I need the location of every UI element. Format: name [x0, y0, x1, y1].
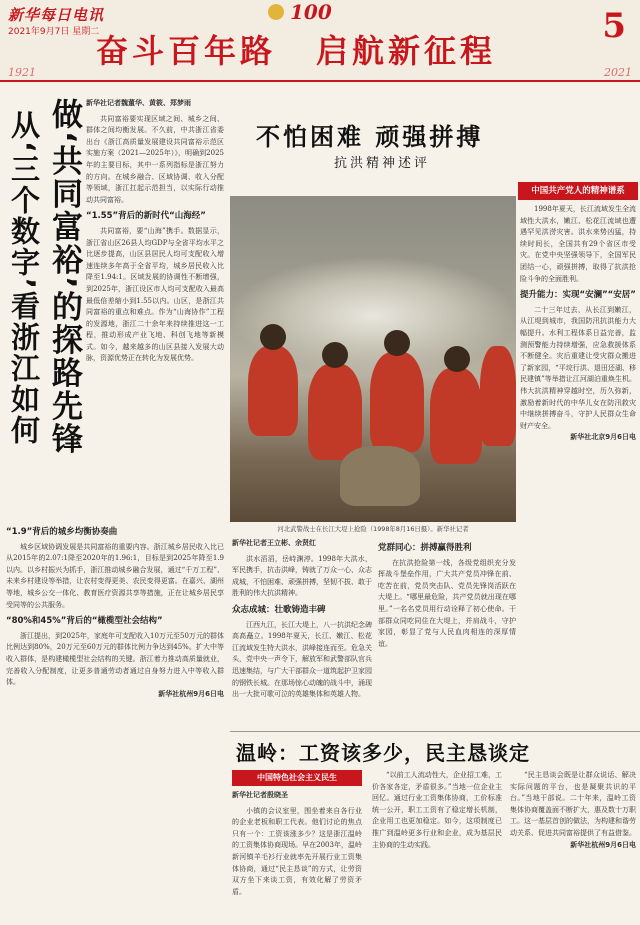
feature-sec2-heading: 党群同心：拼搏赢得胜利: [378, 543, 472, 553]
bottom-signoff: 新华社杭州9月6日电: [570, 840, 636, 849]
feature-intro: 洪水滔滔，岳峙渊渟。1998年大洪水，军民携手，抗击洪峰，铸就了万众一心、众志成城，不怕困难、顽强拼搏，坚韧不拔、敢于胜利的伟大抗洪精神。: [232, 554, 372, 598]
bottom-body-1: 小镇的会议室里，围坐着来自各行业的企业老板和职工代表。他们讨论的焦点只有一个：工资该涨多少？这是浙江温岭的工资集体协商现场。早在2003年，温岭新河镇羊毛衫行业就率先开展行业工资集体协商，通过“民主恳谈”的方式，让劳资双方坐下来谈工资，有效化解了劳资矛盾。: [232, 806, 362, 896]
feature-col-b: [378, 538, 516, 726]
left-lead: 共同富裕要实现区域之间、城乡之间、群体之间均衡发展。不久前，中共浙江省委出台《浙江高质量发展建设共同富裕示范区实施方案（2021—2025年）》，明确到2025年的主要目标，其中一系列指标是浙江努力的方向。在城乡融合、区域协调、收入分配等领域，浙江扛起示范担当，以实际行动推动共同富裕。: [86, 114, 224, 204]
feature-col-a: [232, 538, 372, 726]
photo-soldier: [480, 346, 516, 446]
left-byline: 新华社记者魏董华、黄筱、郑梦雨: [86, 99, 191, 107]
left-sec2-heading: “1.9”背后的城乡均衡协奏曲: [6, 527, 118, 537]
paper-date: 2021年9月7日 星期二: [8, 27, 100, 37]
feature-signoff: 新华社北京9月6日电: [570, 433, 636, 442]
page-banner: [96, 26, 496, 72]
feature-title: 不怕困难 顽强拼搏: [256, 123, 484, 151]
masthead: [0, 0, 640, 82]
flood-photo: [230, 196, 516, 522]
photo-soldier-head: [260, 324, 286, 350]
left-feature-col-1: [86, 98, 224, 518]
left-sec3-body: 浙江提出，到2025年，家庭年可支配收入10万元至50万元的群体比例达到80%，20万元至60万元的群体比例力争达到45%。扩大中等收入群体，是构建橄榄型社会结构的关键。浙江着力推动高质量就业，完善收入分配制度，让更多普通劳动者通过自身努力进入中等收入群体。: [6, 631, 224, 687]
bottom-rule: [230, 731, 640, 732]
bottom-col-3: [510, 770, 636, 920]
feature-byline: 新华社记者王立彬、余贤红: [232, 539, 316, 547]
photo-soldier-head: [444, 346, 470, 372]
party-emblem-icon: [268, 4, 284, 20]
feature-right-intro: 1998年夏天，长江流域发生全流域性大洪水，嫩江、松花江流域也遭遇罕见洪涝灾害。洪水来势凶猛，持续时间长，全国共有29个省区市受灾。在党中央坚强领导下，全国军民团结一心，顽强拼搏，取得了抗洪抢险斗争的全面胜利。: [520, 205, 636, 283]
feature-subtitle: 抗洪精神述评: [334, 156, 431, 171]
bottom-tag: 中国特色社会主义民生: [232, 770, 362, 786]
left-sec1-body: 共同富裕，要“山海”携手。数据显示，浙江省山区26县人均GDP与全省平均水平之比逐步提高，山区县居民人均可支配收入增速连续多年高于全省平均，城乡居民收入比降至1.94:1。区域发展的协调性不断增强，到2025年，浙江设区市人均可支配收入最高最低倍差缩小到1.55以内。山区，是浙江共同富裕的重点和难点。作为“山海协作”工程的发源地，浙江二十余年来持续推进这一工程，推动形成产业飞地、科创飞地等新模式。如今，越来越多的山区县接入发展大动脉，资源优势正在转化为发展优势。: [86, 226, 224, 363]
bottom-col-2: [372, 770, 502, 920]
photo-caption: 河北武警战士在长江大堤上抢险（1998年8月16日摄）。新华社记者: [277, 525, 469, 533]
left-sec3-heading: “80%和45%”背后的“橄榄型社会结构”: [6, 616, 163, 627]
feature-sec2-body: 在抗洪抢险第一线，各级党组织充分发挥战斗堡垒作用，广大共产党员冲锋在前、吃苦在前，党员突击队、党员先锋岗活跃在大堤上。“哪里最危险，共产党员就出现在哪里。”一名名党员用行动诠释了初心使命。干部群众同吃同住在大堤上，并肩战斗，守护家园，彰显了党与人民血肉相连的深厚情谊。: [378, 558, 516, 648]
photo-sandbag: [340, 446, 420, 506]
photo-soldier: [430, 368, 482, 464]
banner-right: 启航新征程: [316, 32, 497, 70]
title-col-2: 做‘共同富裕’的探路先锋: [46, 98, 82, 456]
feature-right-col: [520, 204, 636, 724]
column-tag: 中国共产党人的精神谱系: [518, 182, 638, 200]
paper-name: 新华每日电讯: [8, 6, 105, 24]
feature-right-heading: 提升能力：实现“安澜”“安居”: [520, 290, 636, 301]
feature-sec1-heading: 众志成城：壮歌铸造丰碑: [232, 604, 326, 615]
left-feature-title: [4, 98, 80, 528]
bottom-title: 温岭：工资该多少，民主恳谈定: [236, 741, 530, 765]
left-sec1-heading: “1.55”背后的新时代“山海经”: [86, 211, 206, 222]
left-sec2-body: 城乡区域协调发展是共同富裕的重要内容。浙江城乡居民收入比已从2015年的2.07:1降至2020年的1.96:1，目标是到2025年降至1.9以内。以乡村振兴为抓手，浙江推动城乡融合发展，通过“千万工程”、未来乡村建设等举措，让农村变得更美、农民变得更富。在嘉兴、湖州等地，城乡公交一体化、教育医疗资源共享等措施，正在让城乡居民享受同等的公共服务。: [6, 542, 224, 609]
left-signoff: 新华社杭州9月6日电: [158, 689, 224, 698]
photo-soldier-head: [322, 342, 348, 368]
year-right: 2021: [604, 66, 632, 79]
left-feature-col-2: [6, 522, 224, 916]
photo-soldier: [370, 352, 424, 452]
page-number: 5: [602, 6, 626, 46]
title-col-1: 从‘三个数字’看浙江如何: [7, 110, 41, 447]
banner-left: 奋斗百年路: [96, 32, 277, 70]
feature-right-body: 二十三年过去，从长江到嫩江，从江堤到城市，我国防汛抗洪能力大幅提升。水利工程体系日益完善，监测预警能力持续增强，应急救援体系不断健全。灾后重建让受灾群众搬进了新家园，“平垸行洪、退田还湖、移民建镇”等举措让江河湖泊重焕生机。伟大抗洪精神穿越时空，历久弥新，激励着新时代的中华儿女在防汛救灾中继续拼搏奋斗，守护人民群众生命财产安全。: [520, 305, 636, 430]
photo-soldier-head: [384, 330, 410, 356]
centenary-mark: 100: [290, 0, 332, 24]
bottom-col-1: [232, 790, 362, 920]
photo-soldier: [308, 364, 362, 460]
bottom-body-3: “民主恳谈会既是让群众说话、解决实际问题的平台，也是凝聚共识的平台。”当地干部说。二十年来，温岭工资集体协商覆盖面不断扩大，惠及数十万职工。这一基层首创的做法，为构建和谐劳动关系、促进共同富裕提供了有益借鉴。: [510, 771, 636, 837]
photo-soldier: [248, 346, 298, 436]
bottom-byline: 新华社记者殷晓圣: [232, 791, 288, 799]
bottom-body-2: “以前工人流动性大，企业招工难，工价各家各定，矛盾很多。”当地一位企业主回忆。通过行业工资集体协商，工价标准统一公开，职工工资有了稳定增长机制，企业用工也更加稳定。如今，这项制度已推广到温岭更多行业和企业，成为基层民主协商的生动实践。: [372, 771, 502, 849]
year-left: 1921: [8, 66, 36, 79]
feature-sec1-body: 江西九江，长江大堤上，八一抗洪纪念碑高高矗立。1998年夏天，长江、嫩江、松花江流域发生特大洪水，洪峰接连而至。危急关头，党中央一声令下，解放军和武警部队官兵迅速集结，与广大干部群众一道筑起护卫家园的钢铁长城。在那场惊心动魄的战斗中，涌现出一大批可歌可泣的英雄集体和英雄人物。: [232, 620, 372, 699]
